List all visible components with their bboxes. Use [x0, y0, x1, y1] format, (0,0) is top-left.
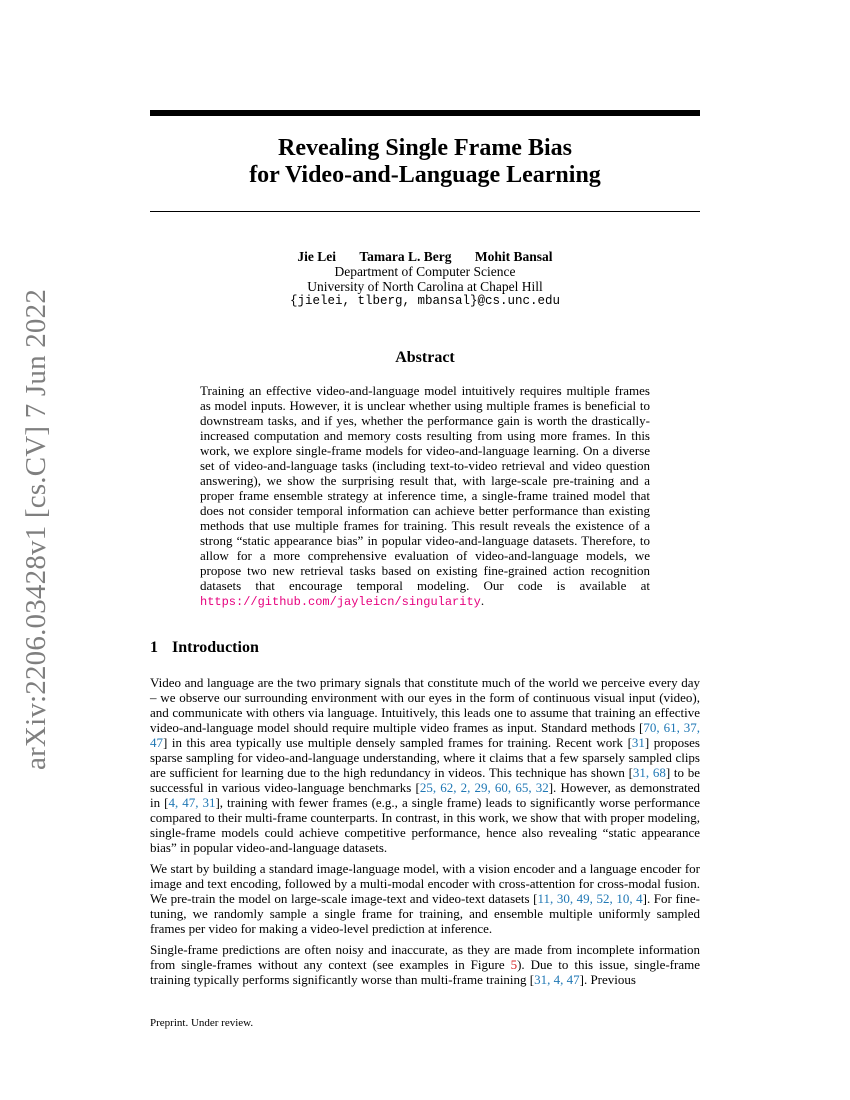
text-run: ). Due to this issue, single-frame training typically performs significantly worse than multi-frame training [	[150, 957, 700, 987]
abstract-paragraph	[200, 383, 650, 610]
abstract-body	[200, 383, 650, 610]
author-name: Jie Lei	[297, 249, 337, 264]
section-heading	[150, 639, 259, 657]
paragraph-1	[150, 675, 700, 855]
section-title: Introduction	[172, 639, 259, 656]
author-names	[150, 249, 700, 264]
author-department: Department of Computer Science	[334, 264, 516, 279]
text-run: ]. However, as demonstrated in [	[150, 780, 700, 810]
arxiv-stamp-text: arXiv:2206.03428v1 [cs.CV] 7 Jun 2022	[20, 288, 52, 770]
text-run: ] to be successful in various video-language benchmarks [	[150, 765, 701, 795]
abstract-end: .	[480, 593, 485, 608]
section-number: 1	[150, 639, 158, 656]
author-block	[150, 249, 700, 309]
text-run: ]. Previous	[579, 972, 636, 987]
paper-title	[150, 135, 700, 189]
citation-link[interactable]: 4, 47, 31	[168, 795, 216, 810]
abstract-heading: Abstract	[395, 349, 455, 366]
text-run: Single-frame predictions are often noisy and inaccurate, as they are made from incomplete information from single-frames without any context (see examples in Figure	[150, 942, 700, 972]
title-line-1: Revealing Single Frame Bias	[278, 135, 572, 161]
citation-link[interactable]: 31	[631, 735, 645, 750]
citation-link[interactable]: 31, 4, 47	[534, 972, 580, 987]
text-run: We start by building a standard image-language model, with a vision encoder and a language encoder for image and text encoding, followed by a multi-modal encoder with cross-attention for cross-modal fusion. We pre-train the model on large-scale image-text and video-text datasets [	[150, 861, 700, 906]
introduction-body	[150, 675, 700, 993]
author-email: {jielei, tlberg, mbansal}@cs.unc.edu	[289, 294, 561, 308]
author-name: Mohit Bansal	[474, 249, 553, 264]
code-url-link[interactable]: https://github.com/jayleicn/singularity	[200, 595, 481, 609]
paragraph-3	[150, 942, 700, 987]
citation-link[interactable]: 11, 30, 49, 52, 10, 4	[537, 891, 643, 906]
title-line-2: for Video-and-Language Learning	[249, 162, 601, 188]
text-run: ] proposes sparse sampling for video-and-language understanding, where it claims that a few sparsely sampled clips are sufficient for learning due to the high redundancy in videos. This technique has shown [	[150, 735, 700, 780]
footer-note: Preprint. Under review.	[150, 1017, 254, 1029]
citation-link[interactable]: 31, 68	[632, 765, 666, 780]
author-name: Tamara L. Berg	[359, 249, 452, 264]
title-top-rule	[150, 110, 700, 116]
text-run: ] in this area typically use multiple densely sampled frames for training. Recent work [	[163, 735, 632, 750]
paragraph-2	[150, 861, 700, 936]
title-bottom-rule	[150, 211, 700, 212]
figure-ref-link[interactable]: 5	[510, 957, 518, 972]
abstract-text: Training an effective video-and-language model intuitively requires multiple frames as model inputs. However, it is unclear whether using multiple frames is beneficial to downstream tasks, and if yes, whether the performance gain is worth the drastically-increased computation and memory costs resulting from using more frames. In this work, we explore single-frame models for video-and-language learning. On a diverse set of video-and-language tasks (including text-to-video retrieval and video question answering), we show the surprising result that, with large-scale pre-training and a proper frame ensemble strategy at inference time, a single-frame trained model that does not consider temporal information can achieve better performance than existing methods that use multiple frames for training. This result reveals the existence of a strong “static appearance bias” in popular video-and-language datasets. Therefore, to allow for a more comprehensive evaluation of video-and-language models, we propose two new retrieval tasks based on existing fine-grained action recognition datasets that encourage temporal modeling. Our code is available at	[200, 383, 650, 593]
text-run: Video and language are the two primary signals that constitute much of the world we perceive every day – we observe our surrounding environment with our eyes in the form of continuous visual input (video), and communicate with others via language. Intuitively, this leads one to assume that training an effective video-and-language model should require multiple video frames as input. Standard methods [	[150, 675, 700, 735]
author-university: University of North Carolina at Chapel Hill	[307, 279, 543, 294]
citation-link[interactable]: 70, 61, 37, 47	[150, 720, 700, 750]
text-run: ], training with fewer frames (e.g., a single frame) leads to significantly worse performance compared to their multi-frame counterparts. In contrast, in this work, we show that with proper modeling, single-frame models could achieve competitive performance, hence also revealing “static appearance bias” in popular video-and-language datasets.	[150, 795, 700, 855]
text-run: ]. For fine-tuning, we randomly sample a single frame for training, and ensemble multiple uniformly sampled frames per video for making a video-level prediction at inference.	[150, 891, 700, 936]
citation-link[interactable]: 25, 62, 2, 29, 60, 65, 32	[419, 780, 549, 795]
